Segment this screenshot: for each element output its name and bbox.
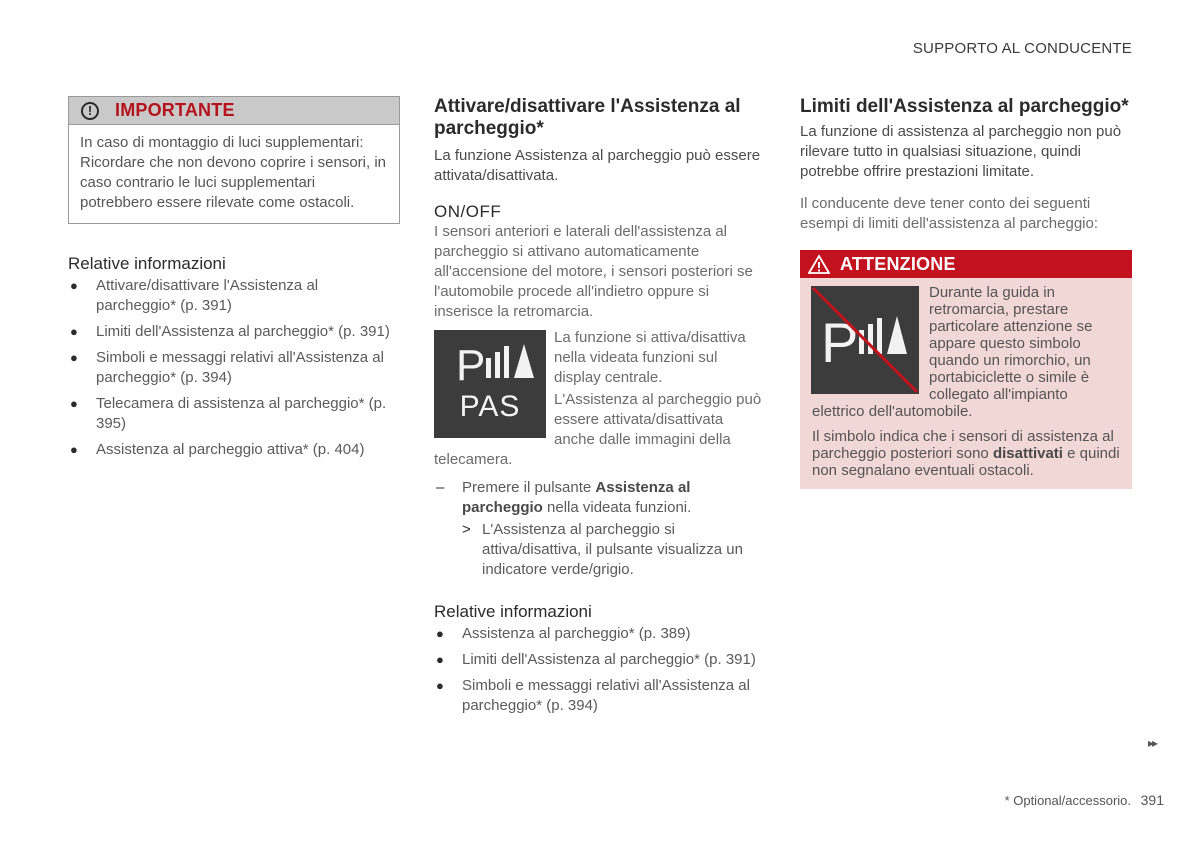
exclamation-circle-icon: ! bbox=[81, 102, 99, 120]
result-arrow: > bbox=[462, 521, 471, 538]
sensors-paragraph: I sensori anteriori e laterali dell'assistenza al parcheggio si attivano automaticamente all'accensione del motore, i sensori posteriori se l'automobile procede all'indietro oppure si inserisce la retromarcia. bbox=[434, 223, 753, 320]
instruction-step: – Premere il pulsante Assistenza al parcheggio nella videata funzioni. bbox=[436, 479, 692, 516]
related-link[interactable]: ● Limiti dell'Assistenza al parcheggio* (p. 391) bbox=[436, 651, 756, 668]
importante-text: In caso di montaggio di luci supplementari: Ricordare che non devono coprire i sensori, in caso contrario le luci supplementari potrebbero essere rilevate come ostacoli. bbox=[80, 134, 386, 211]
attenzione-box bbox=[800, 250, 1132, 489]
optional-note: * Optional/accessorio. bbox=[1004, 793, 1132, 808]
parking-sensor-icon bbox=[434, 330, 546, 438]
related-link[interactable]: ● Assistenza al parcheggio attiva* (p. 404) bbox=[70, 441, 365, 458]
pas-label: PAS bbox=[459, 390, 521, 423]
section-title-limits: Limiti dell'Assistenza al parcheggio* bbox=[800, 96, 1129, 117]
page-number: 391 bbox=[1140, 792, 1164, 808]
bullet: ● bbox=[436, 652, 444, 667]
warning-triangle-icon bbox=[808, 254, 830, 274]
column-right bbox=[800, 96, 1132, 489]
related-info-list bbox=[434, 624, 766, 716]
bullet: ● bbox=[70, 324, 78, 339]
instruction-result: > L'Assistenza al parcheggio si attiva/disattiva, il pulsante visualizza un indicatore verde/grigio. bbox=[462, 521, 743, 578]
parking-sensor-disabled-icon bbox=[811, 286, 919, 394]
importante-title: IMPORTANTE bbox=[115, 100, 235, 120]
attenzione-title: ATTENZIONE bbox=[840, 253, 956, 274]
related-link[interactable]: ● Attivare/disattivare l'Assistenza al parcheggio* (p. 391) bbox=[70, 277, 319, 314]
attenzione-header bbox=[800, 250, 1132, 278]
bullet: ● bbox=[70, 396, 78, 411]
bullet: ● bbox=[436, 678, 444, 693]
svg-text:P: P bbox=[456, 341, 486, 390]
attenzione-text-1: Durante la guida in retromarcia, prestare particolare attenzione se appare questo simbolo quando un rimorchio, un portabiciclette o simile è collegato all'impianto elettrico dell'automobile. bbox=[812, 284, 1093, 420]
importante-box bbox=[68, 96, 400, 224]
related-link[interactable]: ● Assistenza al parcheggio* (p. 389) bbox=[436, 625, 691, 642]
button-name: Assistenza al parcheggio bbox=[462, 479, 691, 516]
disabled-word: disattivati bbox=[992, 445, 1063, 462]
section-title-activate: Attivare/disattivare l'Assistenza al parcheggio* bbox=[434, 96, 741, 139]
pas-paragraph-2: L'Assistenza al parcheggio può essere attivata/disattivata anche dalle immagini della telecamera. bbox=[434, 391, 762, 468]
svg-text:P: P bbox=[821, 311, 859, 374]
bullet: ● bbox=[70, 442, 78, 457]
subsection-title: ON/OFF bbox=[434, 202, 502, 221]
bullet: ● bbox=[70, 278, 78, 293]
column-left bbox=[68, 96, 400, 466]
related-link[interactable]: ● Telecamera di assistenza al parcheggio* (p. 395) bbox=[70, 395, 387, 432]
related-link[interactable]: ● Simboli e messaggi relativi all'Assistenza al parcheggio* (p. 394) bbox=[70, 349, 384, 386]
related-info-heading: Relative informazioni bbox=[68, 254, 226, 273]
related-link[interactable]: ● Limiti dell'Assistenza al parcheggio* (p. 391) bbox=[70, 323, 390, 340]
related-info-heading: Relative informazioni bbox=[434, 602, 592, 621]
attenzione-text-2: Il simbolo indica che i sensori di assistenza al parcheggio posteriori sono disattivati e quindi non segnalano eventuali ostacoli. bbox=[812, 428, 1120, 479]
pas-paragraph-1: La funzione si attiva/disattiva nella videata funzioni sul display centrale. bbox=[554, 329, 746, 386]
step-dash: – bbox=[436, 479, 445, 496]
bullet: ● bbox=[436, 626, 444, 641]
importante-header bbox=[69, 97, 399, 125]
page-footer bbox=[1005, 792, 1164, 808]
bullet: ● bbox=[70, 350, 78, 365]
pas-block bbox=[434, 328, 766, 470]
forward-arrows-icon: ▸▸ bbox=[1148, 736, 1157, 750]
column-middle bbox=[434, 96, 766, 722]
limits-intro: La funzione di assistenza al parcheggio non può rilevare tutto in qualsiasi situazione, quindi potrebbe offrire prestazioni limitate. bbox=[800, 123, 1122, 180]
running-header: SUPPORTO AL CONDUCENTE bbox=[912, 40, 1132, 57]
related-info-list bbox=[68, 276, 400, 460]
section-intro: La funzione Assistenza al parcheggio può essere attivata/disattivata. bbox=[434, 147, 761, 184]
limits-paragraph: Il conducente deve tener conto dei seguenti esempi di limiti dell'assistenza al parcheggio: bbox=[800, 195, 1099, 232]
attenzione-body bbox=[800, 278, 1132, 489]
related-link[interactable]: ● Simboli e messaggi relativi all'Assistenza al parcheggio* (p. 394) bbox=[436, 677, 750, 714]
